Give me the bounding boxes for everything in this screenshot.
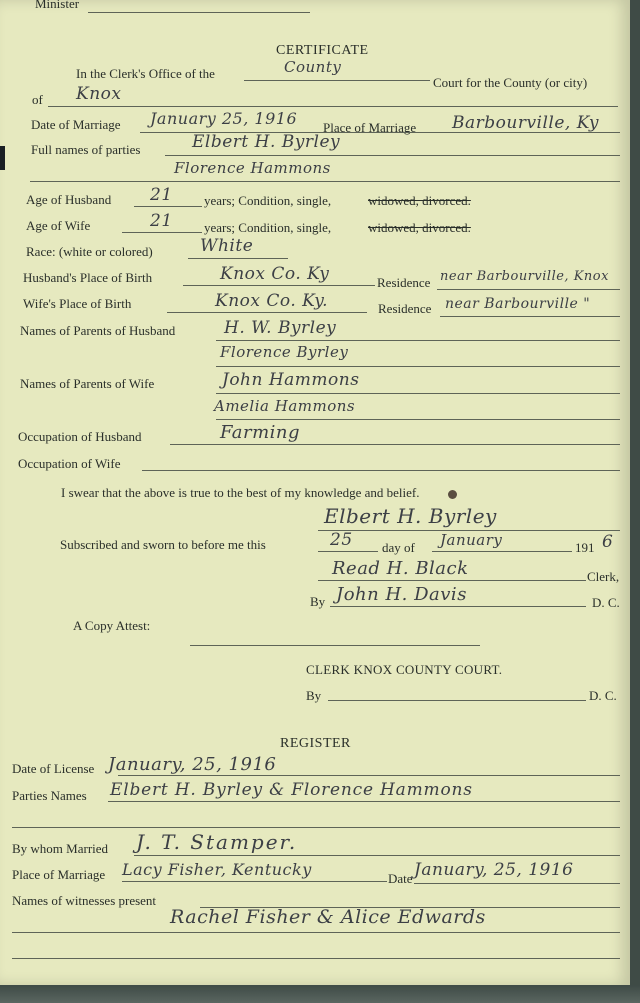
parties-names-label: Parties Names [12, 788, 87, 803]
married-by-line [134, 855, 620, 856]
register-date-label: Date [388, 871, 413, 886]
place-of-marriage-value: Barbourville, Ky [452, 113, 599, 133]
register-place-line [122, 881, 387, 882]
page-bottom-background [0, 985, 640, 1003]
clerk-signature: Read H. Black [332, 558, 469, 579]
husband-struck-condition: widowed, divorced. [368, 193, 471, 208]
parents-husband-label: Names of Parents of Husband [20, 323, 176, 338]
witnesses-line-2 [12, 932, 620, 933]
parents-wife-label: Names of Parents of Wife [20, 376, 155, 391]
year-prefix: 191 [575, 540, 595, 555]
husband-condition-label: years; Condition, single, [204, 193, 332, 208]
occupation-husband-value: Farming [220, 422, 301, 443]
day-value: 25 [330, 530, 353, 550]
certificate-heading: CERTIFICATE [276, 43, 369, 58]
parties-names-line [108, 801, 620, 802]
place-of-marriage-label: Place of Marriage [323, 120, 417, 135]
subscribed-label: Subscribed and sworn to before me this [60, 537, 266, 552]
married-by-label: By whom Married [12, 841, 109, 856]
month-value: January [440, 531, 503, 549]
race-label: Race: (white or colored) [26, 244, 153, 259]
oath-text: I swear that the above is true to the best of my knowledge and belief. [61, 485, 420, 500]
page-edge-shadow [630, 0, 640, 985]
register-date-value: January, 25, 1916 [414, 860, 574, 880]
husband-birth-line [183, 285, 375, 286]
parties-names-value: Elbert H. Byrley & Florence Hammons [110, 780, 473, 800]
husband-birth-label: Husband's Place of Birth [23, 270, 153, 285]
clerk-line [318, 580, 586, 581]
day-line [318, 551, 378, 552]
occupation-wife-label: Occupation of Wife [18, 456, 121, 471]
occupation-husband-label: Occupation of Husband [18, 429, 142, 444]
register-place-label: Place of Marriage [12, 867, 106, 882]
age-husband-line [134, 206, 202, 207]
wife-struck-condition: widowed, divorced. [368, 220, 471, 235]
wife-residence-label: Residence [378, 301, 432, 316]
husband-residence-value: near Barbourville, Knox [440, 269, 609, 284]
county-value: Knox [76, 84, 122, 104]
court-clerk-title: CLERK KNOX COUNTY COURT. [306, 662, 503, 677]
ink-blot [448, 490, 457, 499]
wife-condition-label: years; Condition, single, [204, 220, 332, 235]
party2-line [30, 181, 620, 182]
husband-birth-value: Knox Co. Ky [220, 264, 330, 284]
wife-birth-line [167, 312, 367, 313]
binding-mark [0, 146, 5, 170]
full-names-label: Full names of parties [31, 142, 141, 157]
parent-w2-line [216, 419, 620, 420]
age-wife-label: Age of Wife [26, 218, 91, 233]
parent-w1-value: John Hammons [222, 370, 360, 390]
office-suffix-label: Court for the County (or city) [433, 75, 588, 90]
party2-value: Florence Hammons [174, 159, 331, 177]
party1-value: Elbert H. Byrley [192, 132, 341, 152]
age-wife-line [122, 232, 202, 233]
deputy-signature: John H. Davis [336, 584, 467, 605]
register-heading: REGISTER [280, 736, 351, 751]
parent-w1-line [216, 393, 620, 394]
office-prefix-label: In the Clerk's Office of the [76, 66, 215, 81]
copy-attest-label: A Copy Attest: [73, 618, 151, 633]
wife-birth-value: Knox Co. Ky. [215, 291, 328, 311]
minister-label: Minister [35, 0, 80, 11]
parent-h1-line [216, 340, 620, 341]
parent-h2-line [216, 366, 620, 367]
husband-residence-label: Residence [377, 275, 431, 290]
parties-extra-line [12, 827, 620, 828]
age-wife-value: 21 [150, 211, 173, 231]
age-husband-label: Age of Husband [26, 192, 112, 207]
age-husband-value: 21 [150, 185, 173, 205]
deputy-line [330, 606, 586, 607]
register-place-value: Lacy Fisher, Kentucky [122, 860, 312, 879]
by2-line [328, 700, 586, 701]
dc-label: D. C. [592, 595, 620, 610]
clerk-label: Clerk, [587, 569, 620, 584]
date-of-marriage-label: Date of Marriage [31, 117, 121, 132]
license-date-label: Date of License [12, 761, 95, 776]
month-line [432, 551, 572, 552]
dc2-label: D. C. [589, 688, 617, 703]
occupation-wife-line [142, 470, 620, 471]
by2-label: By [306, 688, 322, 703]
witnesses-value: Rachel Fisher & Alice Edwards [170, 906, 486, 928]
wife-residence-line [440, 316, 620, 317]
court-type-value: County [284, 58, 342, 76]
occupation-husband-line [170, 444, 620, 445]
day-of-label: day of [382, 540, 415, 555]
minister-line [88, 12, 310, 13]
parent-w2-value: Amelia Hammons [214, 397, 356, 415]
license-date-value: January, 25, 1916 [108, 754, 277, 775]
wife-birth-label: Wife's Place of Birth [23, 296, 132, 311]
by-label: By [310, 594, 326, 609]
husband-residence-line [437, 289, 620, 290]
copy-attest-line [190, 645, 480, 646]
witnesses-line-3 [12, 958, 620, 959]
wife-residence-value: near Barbourville " [445, 296, 591, 312]
race-line [188, 258, 288, 259]
party1-line [165, 155, 620, 156]
year-suffix: 6 [602, 532, 614, 552]
register-date-line [414, 883, 620, 884]
race-value: White [200, 236, 254, 256]
license-date-line [118, 775, 620, 776]
married-by-value: J. T. Stamper. [136, 830, 298, 854]
date-of-marriage-value: January 25, 1916 [150, 109, 298, 128]
court-type-line [244, 80, 430, 81]
parent-h2-value: Florence Byrley [220, 343, 349, 361]
oath-signature: Elbert H. Byrley [324, 504, 497, 528]
parent-h1-value: H. W. Byrley [224, 318, 337, 338]
witnesses-label: Names of witnesses present [12, 893, 157, 908]
county-line [48, 106, 618, 107]
of-label: of [32, 92, 43, 107]
